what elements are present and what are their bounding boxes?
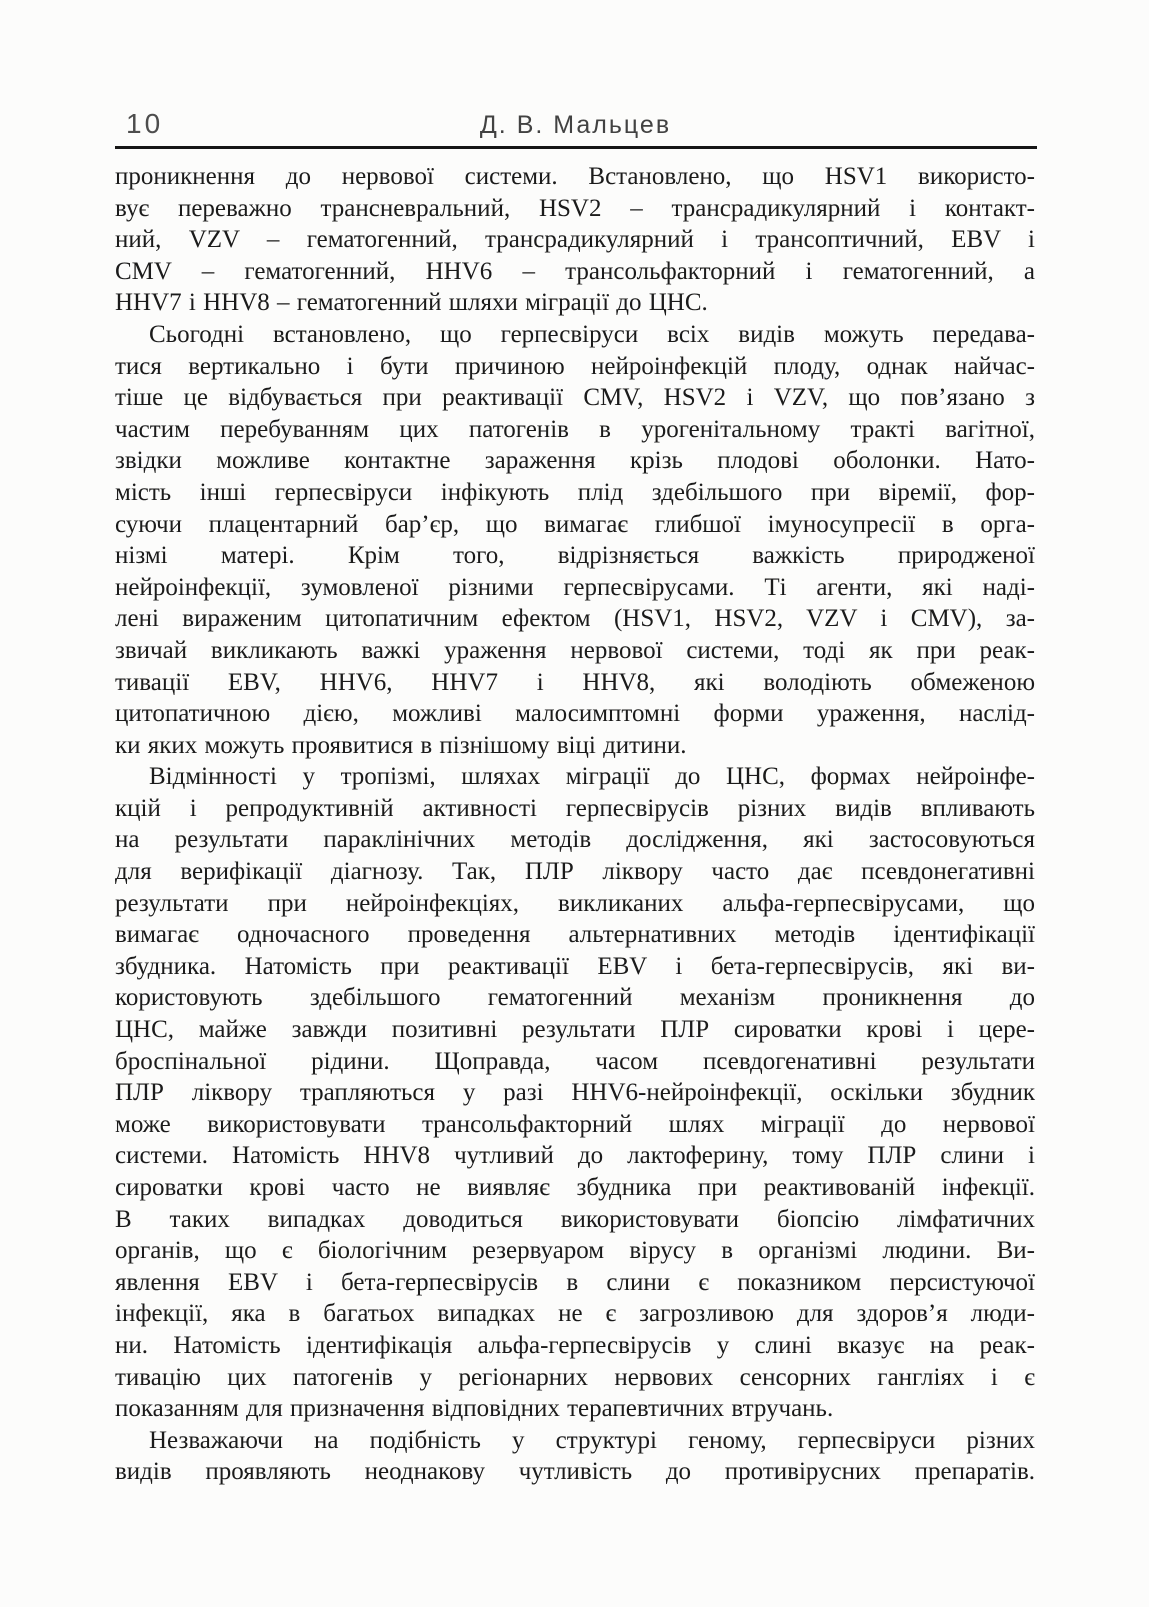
text-line: лені вираженим цитопатичним ефектом (HSV1, HSV2, VZV і CMV), за- — [115, 605, 1035, 633]
text-line: суючи плацентарний бар’єр, що вимагає глибшої імуносупресії в орга- — [115, 510, 1035, 538]
text-line: звичай викликають важкі ураження нервової системи, тоді як при реак- — [115, 636, 1035, 664]
text-line: частим перебуванням цих патогенів в урогенітальному тракті вагітної, — [115, 415, 1035, 443]
text-line: користовують здебільшого гематогенний механізм проникнення до — [115, 984, 1035, 1012]
text-line: тіше це відбувається при реактивації CMV, HSV2 і VZV, що пов’язано з — [115, 384, 1035, 412]
text-line: ЦНС, майже завжди позитивні результати ПЛР сироватки крові і цере- — [115, 1016, 1035, 1044]
text-line: проникнення до нервової системи. Встановлено, що HSV1 використо- — [115, 163, 1035, 190]
text-line: збудника. Натомість при реактивації EBV і бета-герпесвірусів, які ви- — [115, 952, 1035, 980]
running-head-author: Д. В. Мальцев — [479, 111, 672, 139]
header-rule — [115, 146, 1037, 149]
text-line: тися вертикально і бути причиною нейроінфекцій плоду, однак найчас- — [115, 352, 1035, 380]
body-text — [115, 161, 1035, 1488]
text-line: органів, що є біологічним резервуаром вірусу в організмі людини. Ви- — [115, 1237, 1035, 1265]
text-line: для верифікації діагнозу. Так, ПЛР ліквору часто дає псевдонегативні — [115, 858, 1035, 886]
text-line: Відмінності у тропізмі, шляхах міграції до ЦНС, формах нейроінфе- — [149, 763, 1035, 791]
text-line: системи. Натомість HHV8 чутливий до лактоферину, тому ПЛР слини і — [115, 1142, 1035, 1170]
text-line: нізмі матері. Крім того, відрізняється важкість природженої — [115, 542, 1035, 570]
text-line: ки яких можуть проявитися в пізнішому віці дитини. — [115, 731, 687, 759]
text-line: явлення EBV і бета-герпесвірусів в слини є показником персистуючої — [115, 1268, 1035, 1296]
text-line: броспінальної рідини. Щоправда, часом псевдогенативні результати — [115, 1047, 1035, 1075]
page-header — [115, 108, 1036, 148]
text-line: на результати параклінічних методів дослідження, які застосовуються — [115, 826, 1035, 854]
text-line: може використовувати трансольфакторний шлях міграції до нервової — [115, 1110, 1035, 1138]
text-line: ПЛР ліквору трапляються у разі HHV6-нейроінфекції, оскільки збудник — [115, 1079, 1035, 1107]
text-line: вує переважно трансневральний, HSV2 – трансрадикулярний і контакт- — [115, 194, 1035, 222]
text-line: мість інші герпесвіруси інфікують плід здебільшого при віремії, фор- — [115, 478, 1035, 506]
text-line: кцій і репродуктивній активності герпесвірусів різних видів впливають — [115, 794, 1035, 822]
text-line: сироватки крові часто не виявляє збудника при реактивованій інфекції. — [115, 1174, 1035, 1201]
text-line: тивацію цих патогенів у регіонарних нервових сенсорних гангліях і є — [115, 1363, 1035, 1391]
text-line: нейроінфекції, зумовленої різними герпесвірусами. Ті агенти, які наді- — [115, 573, 1035, 601]
page-number: 10 — [126, 108, 164, 139]
text-line: видів проявляють неоднакову чутливість до противірусних препаратів. — [115, 1458, 1035, 1486]
text-line: вимагає одночасного проведення альтернативних методів ідентифікації — [115, 921, 1035, 949]
text-line: звідки можливе контактне зараження крізь плодові оболонки. Нато- — [115, 447, 1035, 475]
text-line: CMV – гематогенний, HHV6 – трансольфакторний і гематогенний, а — [115, 257, 1035, 285]
text-line: HHV7 і HHV8 – гематогенний шляхи міграції до ЦНС. — [115, 289, 708, 317]
text-line: ни. Натомість ідентифікація альфа-герпесвірусів у слині вказує на реак- — [115, 1331, 1035, 1359]
text-line: результати при нейроінфекціях, викликаних альфа-герпесвірусами, що — [115, 889, 1035, 917]
text-line: цитопатичною дією, можливі малосимптомні форми ураження, наслід- — [115, 700, 1035, 728]
text-line: Незважаючи на подібність у структурі геному, герпесвіруси різних — [149, 1426, 1035, 1454]
text-line: інфекції, яка в багатьох випадках не є загрозливою для здоров’я люди- — [115, 1300, 1035, 1328]
text-line: ний, VZV – гематогенний, трансрадикулярний і трансоптичний, EBV і — [115, 226, 1035, 254]
text-line: тивації EBV, HHV6, HHV7 і HHV8, які володіють обмеженою — [115, 668, 1035, 696]
text-line: показанням для призначення відповідних терапевтичних втручань. — [115, 1395, 834, 1423]
text-line: В таких випадках доводиться використовувати біопсію лімфатичних — [115, 1205, 1035, 1233]
text-line: Сьогодні встановлено, що герпесвіруси всіх видів можуть передава- — [149, 320, 1035, 348]
